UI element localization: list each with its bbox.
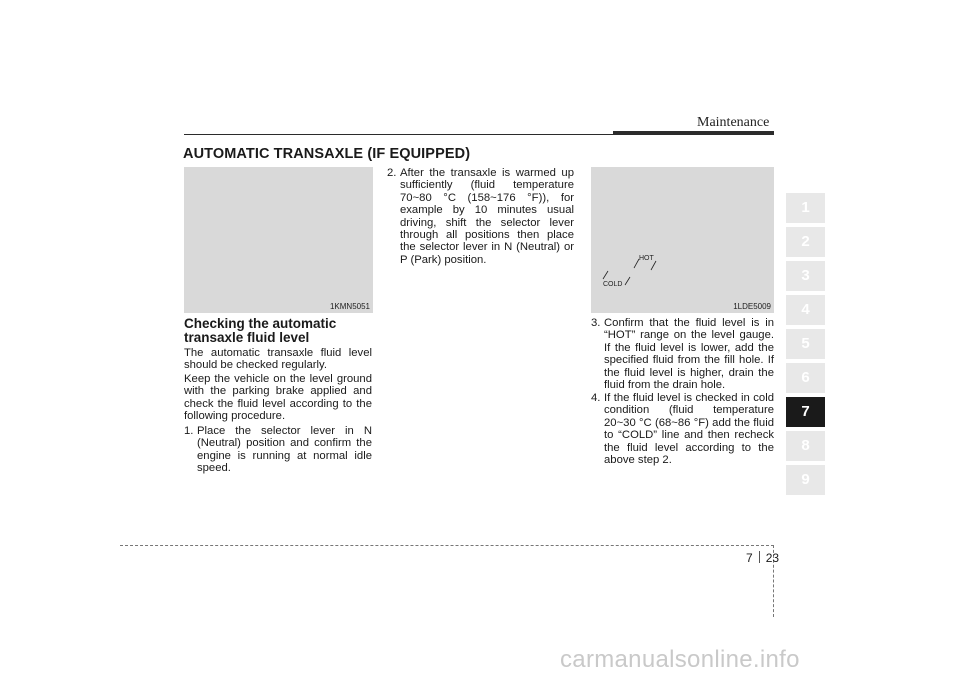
chapter-tab-3[interactable]: 3	[786, 261, 825, 291]
step-3	[591, 317, 774, 391]
step-number: 2.	[387, 167, 397, 179]
step-number: 1.	[184, 425, 194, 437]
footer-rule	[120, 545, 774, 546]
page-number-value: 23	[765, 551, 780, 565]
chapter-tab-4[interactable]: 4	[786, 295, 825, 325]
procedure-paragraph: Keep the vehicle on the level ground with the parking brake applied and check the fluid level according to the following procedure.	[184, 373, 372, 423]
chapter-tab-2[interactable]: 2	[786, 227, 825, 257]
chapter-tab-8[interactable]: 8	[786, 431, 825, 461]
chapter-tab-1[interactable]: 1	[786, 193, 825, 223]
step-text: Confirm that the fluid level is in “HOT” range on the level gauge. If the fluid level is lower, add the specified fluid from the fill hole. If the fluid level is higher, drain the fluid from the drain hole.	[604, 317, 774, 392]
step-text: Place the selector lever in N (Neutral) position and confirm the engine is running at normal idle speed.	[197, 425, 372, 475]
step-text: After the transaxle is warmed up sufficiently (fluid temperature 70~80 °C (158~176 °F)), for example by 10 minutes usual driving, shift the selector lever through all positions then place the selector lever in N (Neutral) or P (Park) position.	[400, 167, 574, 266]
figure-code: 1KMN5051	[329, 302, 370, 311]
page-title: AUTOMATIC TRANSAXLE (IF EQUIPPED)	[183, 146, 471, 162]
dipstick-gauge-icon	[591, 167, 774, 313]
page-number	[746, 551, 779, 565]
step-4	[591, 392, 774, 466]
step-2	[387, 167, 574, 266]
step-number: 3.	[591, 317, 601, 329]
watermark: carmanualsonline.info	[560, 646, 800, 673]
step-1	[184, 425, 372, 475]
header-rule-accent	[613, 131, 774, 135]
subsection-heading: Checking the automatic transaxle fluid level	[184, 316, 337, 345]
figure-level-gauge	[591, 167, 774, 313]
figure-engine-photo	[184, 167, 373, 313]
step-number: 4.	[591, 392, 601, 404]
chapter-tab-6[interactable]: 6	[786, 363, 825, 393]
intro-paragraph: The automatic transaxle fluid level should be checked regularly.	[184, 347, 372, 372]
section-header: Maintenance	[697, 115, 770, 130]
chapter-number: 7	[746, 551, 753, 565]
chapter-tab-9[interactable]: 9	[786, 465, 825, 495]
chapter-tab-7[interactable]: 7	[786, 397, 825, 427]
chapter-tab-5[interactable]: 5	[786, 329, 825, 359]
hot-label: HOT	[639, 255, 654, 262]
figure-code: 1LDE5009	[733, 302, 771, 311]
cold-label: COLD	[603, 281, 623, 288]
step-text: If the fluid level is checked in cold condition (fluid temperature 20~30 °C (68~86 °F) add the fluid to “COLD” line and then recheck the fluid level according to the above step 2.	[604, 392, 774, 467]
chapter-tabs	[786, 193, 825, 499]
